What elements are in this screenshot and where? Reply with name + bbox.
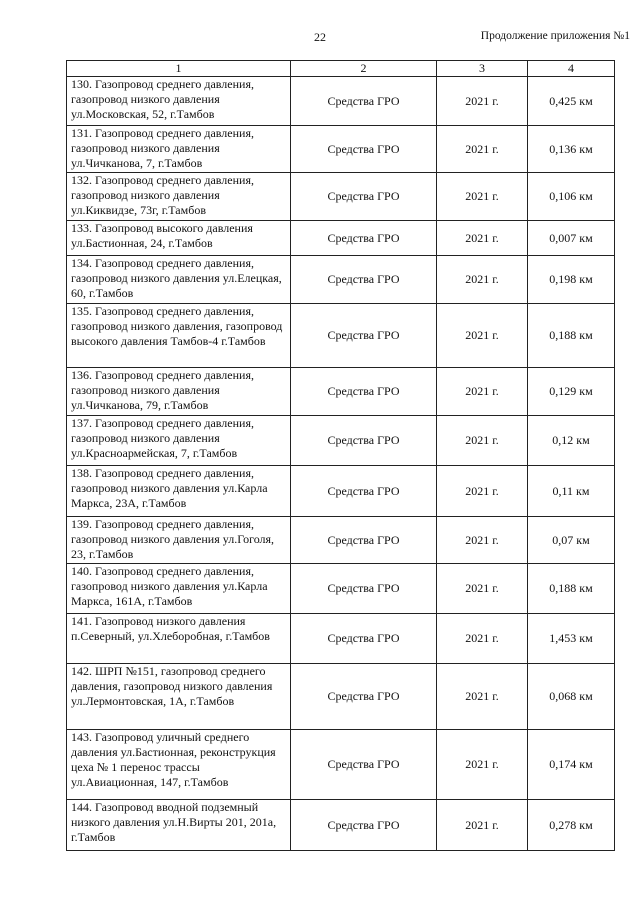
length: 0,136 км bbox=[528, 126, 615, 173]
year: 2021 г. bbox=[437, 173, 528, 221]
year: 2021 г. bbox=[437, 368, 528, 416]
length: 0,12 км bbox=[528, 416, 615, 466]
table-row bbox=[67, 564, 615, 614]
funding-source: Средства ГРО bbox=[291, 730, 437, 800]
object-name: 141. Газопровод низкого давления п.Северный, ул.Хлеборобная, г.Тамбов bbox=[71, 614, 270, 643]
funding-source: Средства ГРО bbox=[291, 664, 437, 730]
table-row bbox=[67, 221, 615, 256]
table-row bbox=[67, 173, 615, 221]
object-name: 144. Газопровод вводной подземный низкого давления ул.Н.Вирты 201, 201а, г.Тамбов bbox=[71, 800, 277, 844]
object-name: 133. Газопровод высокого давления ул.Бастионная, 24, г.Тамбов bbox=[71, 221, 253, 250]
year: 2021 г. bbox=[437, 416, 528, 466]
year: 2021 г. bbox=[437, 664, 528, 730]
funding-source: Средства ГРО bbox=[291, 564, 437, 614]
year: 2021 г. bbox=[437, 466, 528, 517]
table-header bbox=[67, 61, 615, 77]
pipeline-table bbox=[66, 60, 615, 851]
table-row bbox=[67, 800, 615, 851]
length: 0,425 км bbox=[528, 77, 615, 126]
column-header-4: 4 bbox=[528, 61, 615, 77]
table-row bbox=[67, 517, 615, 564]
table-row bbox=[67, 614, 615, 664]
object-name: 137. Газопровод среднего давления, газопровод низкого давления ул.Красноармейская, 7, г.Тамбов bbox=[71, 416, 254, 460]
year: 2021 г. bbox=[437, 564, 528, 614]
funding-source: Средства ГРО bbox=[291, 126, 437, 173]
funding-source: Средства ГРО bbox=[291, 800, 437, 851]
table-row bbox=[67, 126, 615, 173]
funding-source: Средства ГРО bbox=[291, 221, 437, 256]
funding-source: Средства ГРО bbox=[291, 256, 437, 304]
length: 0,007 км bbox=[528, 221, 615, 256]
length: 0,068 км bbox=[528, 664, 615, 730]
funding-source: Средства ГРО bbox=[291, 368, 437, 416]
table-row bbox=[67, 664, 615, 730]
table-row bbox=[67, 77, 615, 126]
object-name: 139. Газопровод среднего давления, газопровод низкого давления ул.Гоголя, 23, г.Тамбов bbox=[71, 517, 275, 561]
length: 0,188 км bbox=[528, 564, 615, 614]
year: 2021 г. bbox=[437, 730, 528, 800]
length: 0,198 км bbox=[528, 256, 615, 304]
length: 0,129 км bbox=[528, 368, 615, 416]
year: 2021 г. bbox=[437, 517, 528, 564]
year: 2021 г. bbox=[437, 221, 528, 256]
length: 0,188 км bbox=[528, 304, 615, 368]
table-row bbox=[67, 304, 615, 368]
funding-source: Средства ГРО bbox=[291, 77, 437, 126]
year: 2021 г. bbox=[437, 77, 528, 126]
column-header-3: 3 bbox=[437, 61, 528, 77]
funding-source: Средства ГРО bbox=[291, 173, 437, 221]
table-row bbox=[67, 368, 615, 416]
object-name: 131. Газопровод среднего давления, газопровод низкого давления ул.Чичканова, 7, г.Тамбов bbox=[71, 126, 254, 170]
table-header-row bbox=[67, 61, 615, 77]
funding-source: Средства ГРО bbox=[291, 466, 437, 517]
length: 0,106 км bbox=[528, 173, 615, 221]
year: 2021 г. bbox=[437, 614, 528, 664]
object-name: 142. ШРП №151, газопровод среднего давления, газопровод низкого давления ул.Лермонтовская, 1А, г.Тамбов bbox=[71, 664, 273, 708]
object-name: 135. Газопровод среднего давления, газопровод низкого давления, газопровод высокого давления Тамбов-4 г.Тамбов bbox=[71, 304, 283, 348]
table-row bbox=[67, 730, 615, 800]
length: 0,11 км bbox=[528, 466, 615, 517]
funding-source: Средства ГРО bbox=[291, 304, 437, 368]
object-name: 134. Газопровод среднего давления, газопровод низкого давления ул.Елецкая, 60, г.Тамбов bbox=[71, 256, 282, 300]
object-name: 140. Газопровод среднего давления, газопровод низкого давления ул.Карла Маркса, 161А, г.Тамбов bbox=[71, 564, 268, 608]
length: 1,453 км bbox=[528, 614, 615, 664]
length: 0,278 км bbox=[528, 800, 615, 851]
table-row bbox=[67, 466, 615, 517]
funding-source: Средства ГРО bbox=[291, 614, 437, 664]
appendix-continuation-note: Продолжение приложения №1 bbox=[480, 30, 630, 42]
object-name: 130. Газопровод среднего давления, газопровод низкого давления ул.Московская, 52, г.Тамбов bbox=[71, 77, 254, 121]
table-row bbox=[67, 416, 615, 466]
year: 2021 г. bbox=[437, 800, 528, 851]
table-row bbox=[67, 256, 615, 304]
length: 0,174 км bbox=[528, 730, 615, 800]
length: 0,07 км bbox=[528, 517, 615, 564]
year: 2021 г. bbox=[437, 304, 528, 368]
column-header-2: 2 bbox=[291, 61, 437, 77]
column-header-1: 1 bbox=[67, 61, 291, 77]
funding-source: Средства ГРО bbox=[291, 416, 437, 466]
object-name: 143. Газопровод уличный среднего давления ул.Бастионная, реконструкция цеха № 1 перенос трассы ул.Авиационная, 147, г.Тамбов bbox=[71, 730, 276, 789]
object-name: 138. Газопровод среднего давления, газопровод низкого давления ул.Карла Маркса, 23А, г.Тамбов bbox=[71, 466, 268, 510]
funding-source: Средства ГРО bbox=[291, 517, 437, 564]
page-number: 22 bbox=[314, 30, 326, 44]
year: 2021 г. bbox=[437, 256, 528, 304]
object-name: 132. Газопровод среднего давления, газопровод низкого давления ул.Киквидзе, 73г, г.Тамбов bbox=[71, 173, 254, 217]
object-name: 136. Газопровод среднего давления, газопровод низкого давления ул.Чичканова, 79, г.Тамбов bbox=[71, 368, 254, 412]
year: 2021 г. bbox=[437, 126, 528, 173]
